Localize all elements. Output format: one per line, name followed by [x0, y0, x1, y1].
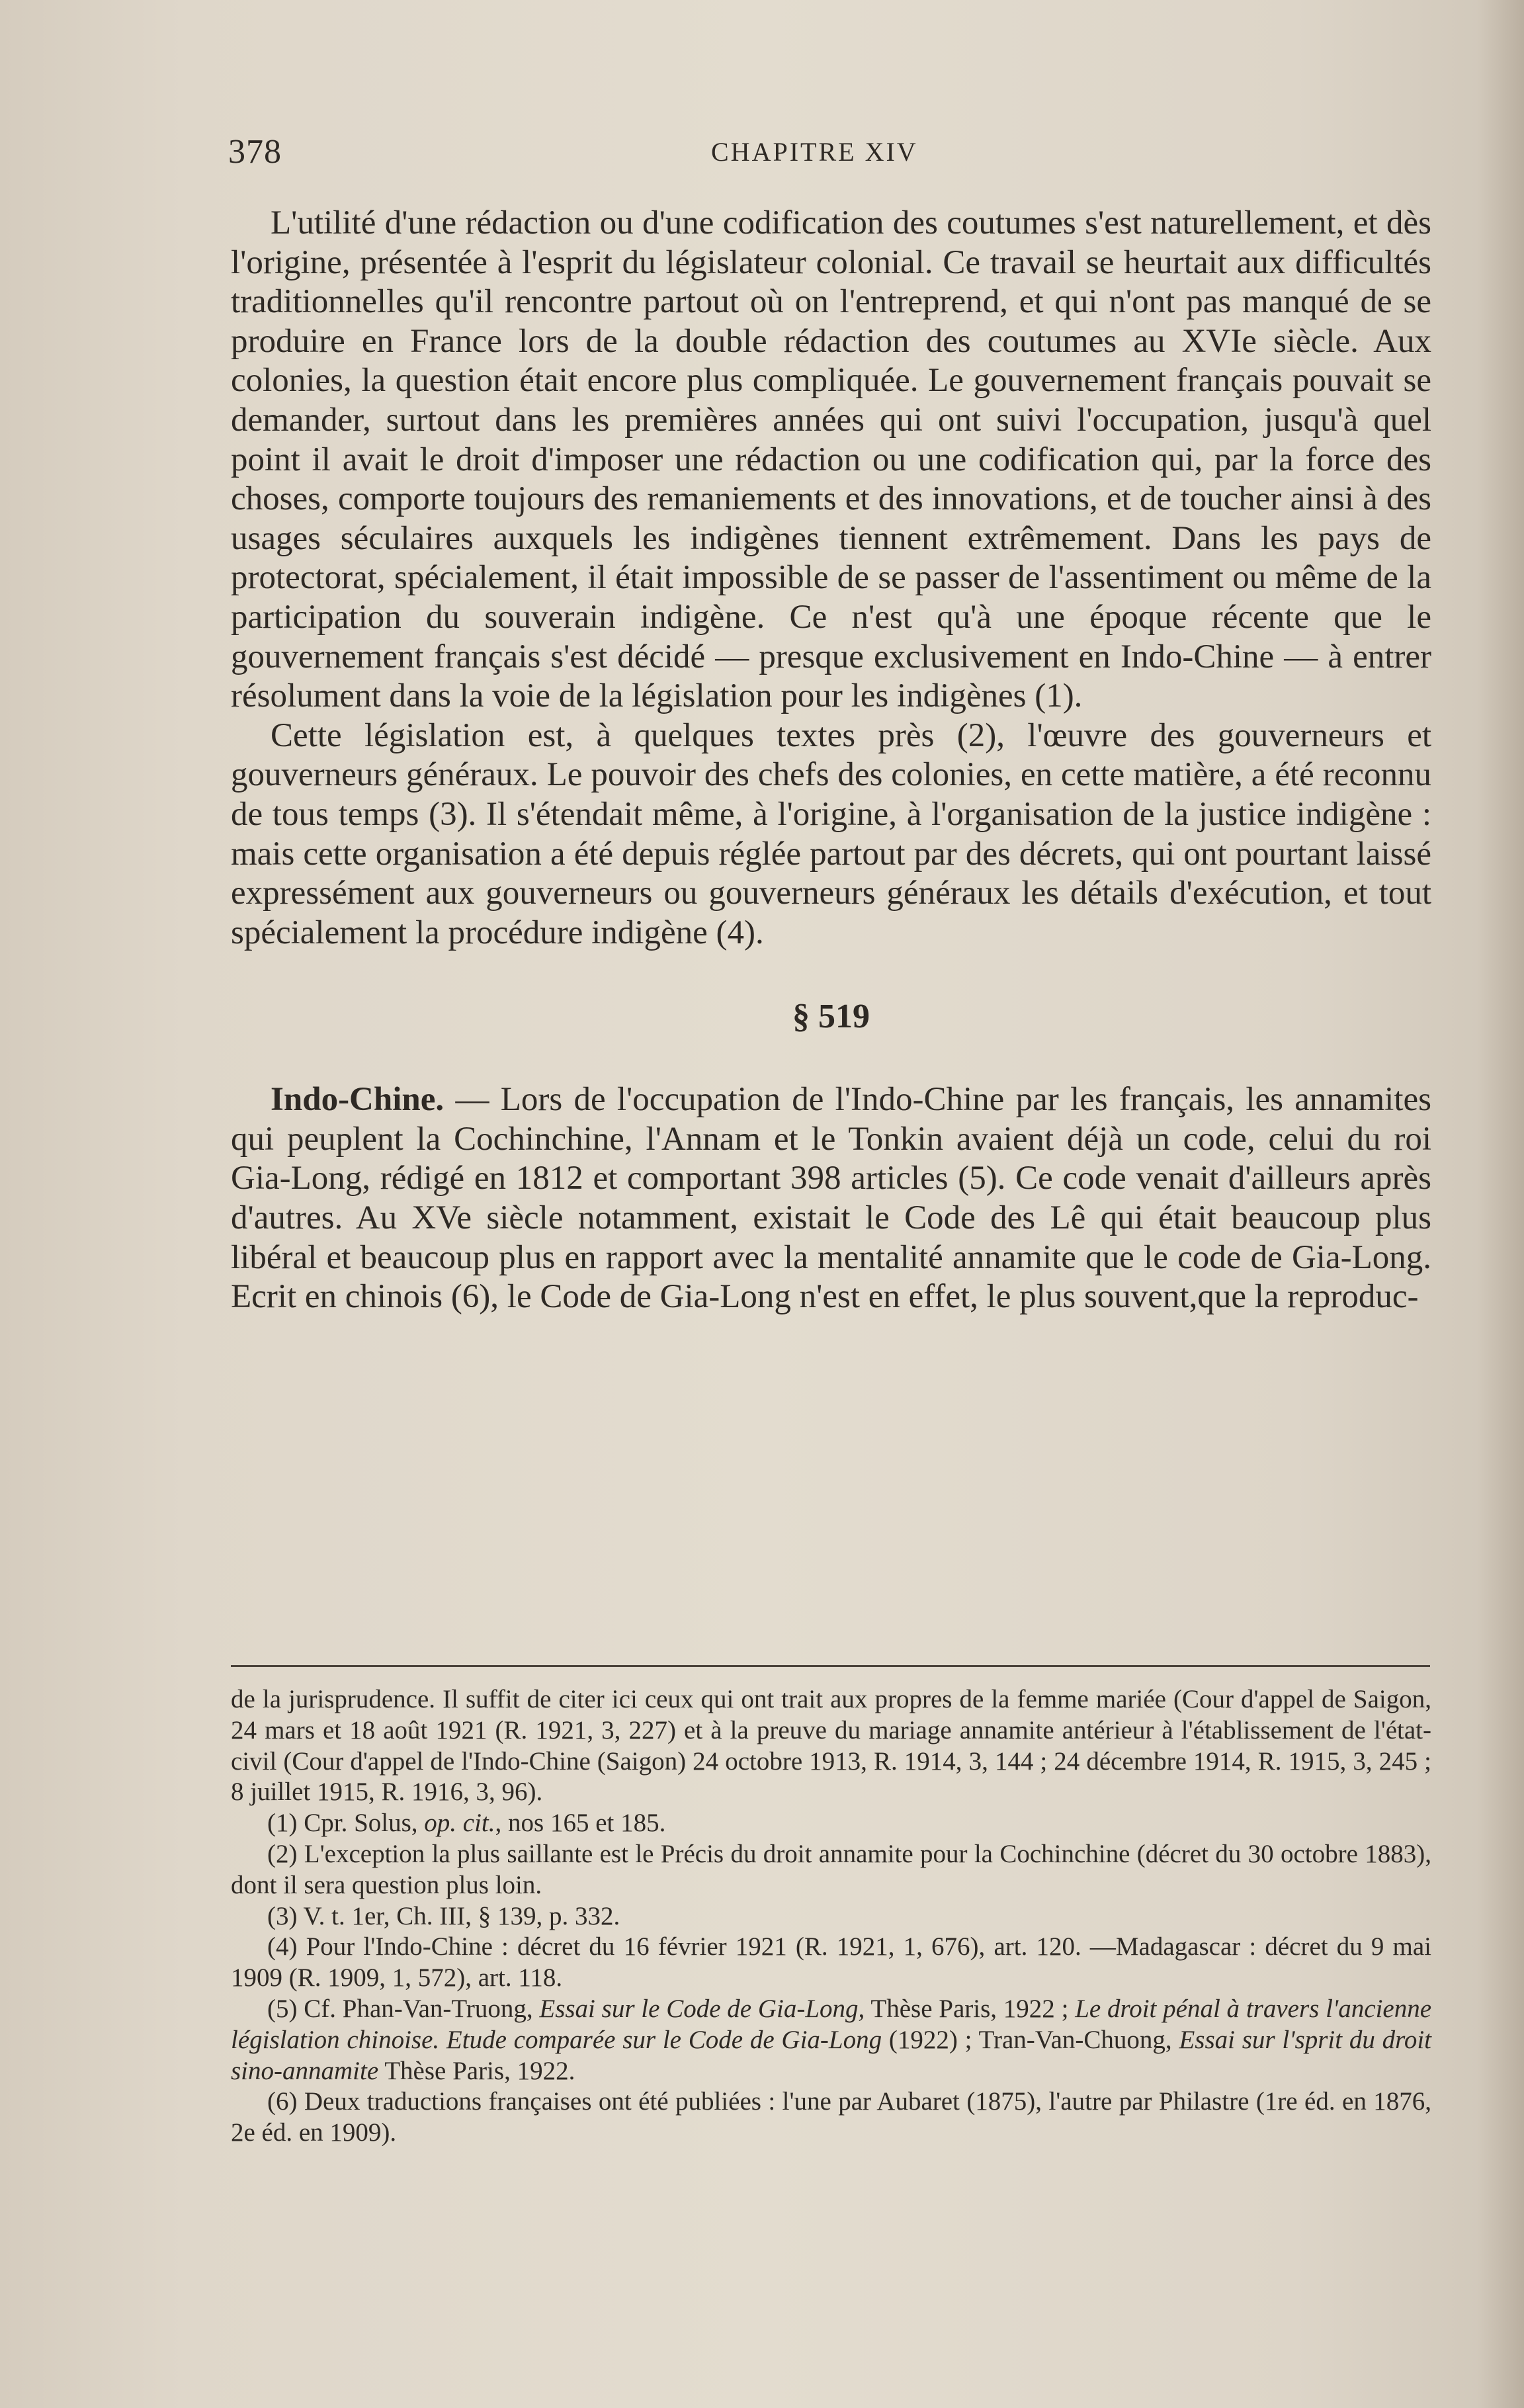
footnote-1 [231, 1808, 1431, 1839]
footnote-5-title-1: Essai sur le Code de Gia-Long, [539, 1994, 865, 2023]
running-title: CHAPITRE XIV [711, 137, 918, 167]
footnote-5-text-3: (1922) ; Tran-Van-Chuong, [888, 2025, 1172, 2054]
footnote-1-text-end: , nos 165 et 185. [495, 1809, 666, 1838]
footnote-continuation: de la jurisprudence. Il suffit de citer ici ceux qui ont trait aux propres de la femme mariée (Cour d'appel de Saigon, 24 mars et 18 août 1921 (R. 1921, 3, 227) et à la preuve du mariage annamite antérieur à l'établissement de l'état-civil (Cour d'appel de l'Indo-Chine (Saigon) 24 octobre 1913, R. 1914, 3, 144 ; 24 décembre 1914, R. 1915, 3, 245 ; 8 juillet 1915, R. 1916, 3, 96). [231, 1685, 1431, 1807]
page-header [228, 132, 1429, 172]
footnote-6: (6) Deux traductions françaises ont été publiées : l'une par Aubaret (1875), l'autre par Philastre (1re éd. en 1876, 2e éd. en 1909). [231, 2087, 1431, 2147]
footnote-1-text: (1) Cpr. Solus, [267, 1809, 418, 1838]
footnote-5 [231, 1994, 1431, 2086]
paragraph-legislation: Cette législation est, à quelques textes près (2), l'œuvre des gouverneurs et gouverneurs généraux. Le pouvoir des chefs des colonies, en cette matière, a été reconnu de tous temps (3). Il s'étendait même, à l'origine, à l'organisation de la justice indigène : mais cette organisation a été depuis réglée partout par des décrets, qui ont pourtant laissé expressément aux gouverneurs ou gouverneurs généraux les détails d'exécution, et tout spécialement la procédure indigène (4). [231, 716, 1431, 951]
footnote-1-italic: op. cit. [424, 1809, 495, 1838]
section-heading: § 519 [792, 998, 870, 1036]
footnote-5-title-3: Essai sur l'sprit du droit sino-annamite [231, 2025, 1432, 2085]
footnote-5-text-2: Thèse Paris, 1922 ; [870, 1994, 1069, 2023]
footnote-2: (2) L'exception la plus saillante est le Précis du droit annamite pour la Cochinchine (décret du 30 octobre 1883), dont il sera question plus loin. [231, 1839, 1431, 1899]
footnotes [231, 1684, 1431, 2149]
footnote-3: (3) V. t. 1er, Ch. III, § 139, p. 332. [267, 1901, 620, 1930]
page-edge-shadow [1478, 0, 1524, 2408]
paragraph-indochine [231, 1080, 1431, 1317]
footnote-5-text-4: Thèse Paris, 1922. [384, 2056, 575, 2085]
main-text [231, 204, 1431, 1317]
footnote-5-title-2: Le droit pénal à travers l'ancienne législation chinoise. Etude comparée sur le Code de Gia-Long [231, 1994, 1432, 2054]
footnote-5-text: (5) Cf. Phan-Van-Truong, [267, 1994, 533, 2023]
paragraph-codification: L'utilité d'une rédaction ou d'une codification des coutumes s'est naturellement, et dès l'origine, présentée à l'esprit du législateur colonial. Ce travail se heurtait aux difficultés traditionnelles qu'il rencontre partout où on l'entreprend, et qui n'ont pas manqué de se produire en France lors de la double rédaction des coutumes au XVIe siècle. Aux colonies, la question était encore plus compliquée. Le gouvernement français pouvait se demander, surtout dans les premières années qui ont suivi l'occupation, jusqu'à quel point il avait le droit d'imposer une rédaction ou une codification qui, par la force des choses, comporte toujours des remaniements et des innovations, et de toucher ainsi à des usages séculaires auxquels les indigènes tiennent extrêmement. Dans les pays de protectorat, spécialement, il était impossible de se passer de l'assentiment ou même de la participation du souverain indigène. Ce n'est qu'à une époque récente que le gouvernement français s'est décidé — presque exclusivement en Indo-Chine — à entrer résolument dans la voie de la législation pour les indigènes (1). [231, 204, 1431, 715]
footnote-separator [231, 1665, 1430, 1667]
page-number: 378 [228, 133, 282, 171]
paragraph-lead-term: Indo-Chine. [271, 1081, 444, 1119]
footnote-4: (4) Pour l'Indo-Chine : décret du 16 février 1921 (R. 1921, 1, 676), art. 120. —Madagascar : décret du 9 mai 1909 (R. 1909, 1, 572), art. 118. [231, 1932, 1431, 1993]
paragraph-indochine-text: — Lors de l'occupation de l'Indo-Chine par les français, les annamites qui peuplent la Cochinchine, l'Annam et le Tonkin avaient déjà un code, celui du roi Gia-Long, rédigé en 1812 et comportant 398 articles (5). Ce code venait d'ailleurs après d'autres. Au XVe siècle notamment, existait le Code des Lê qui était beaucoup plus libéral et beaucoup plus en rapport avec la mentalité annamite que le code de Gia-Long. Ecrit en chinois (6), le Code de Gia-Long n'est en effet, le plus souvent,que la reproduc- [231, 1081, 1432, 1316]
